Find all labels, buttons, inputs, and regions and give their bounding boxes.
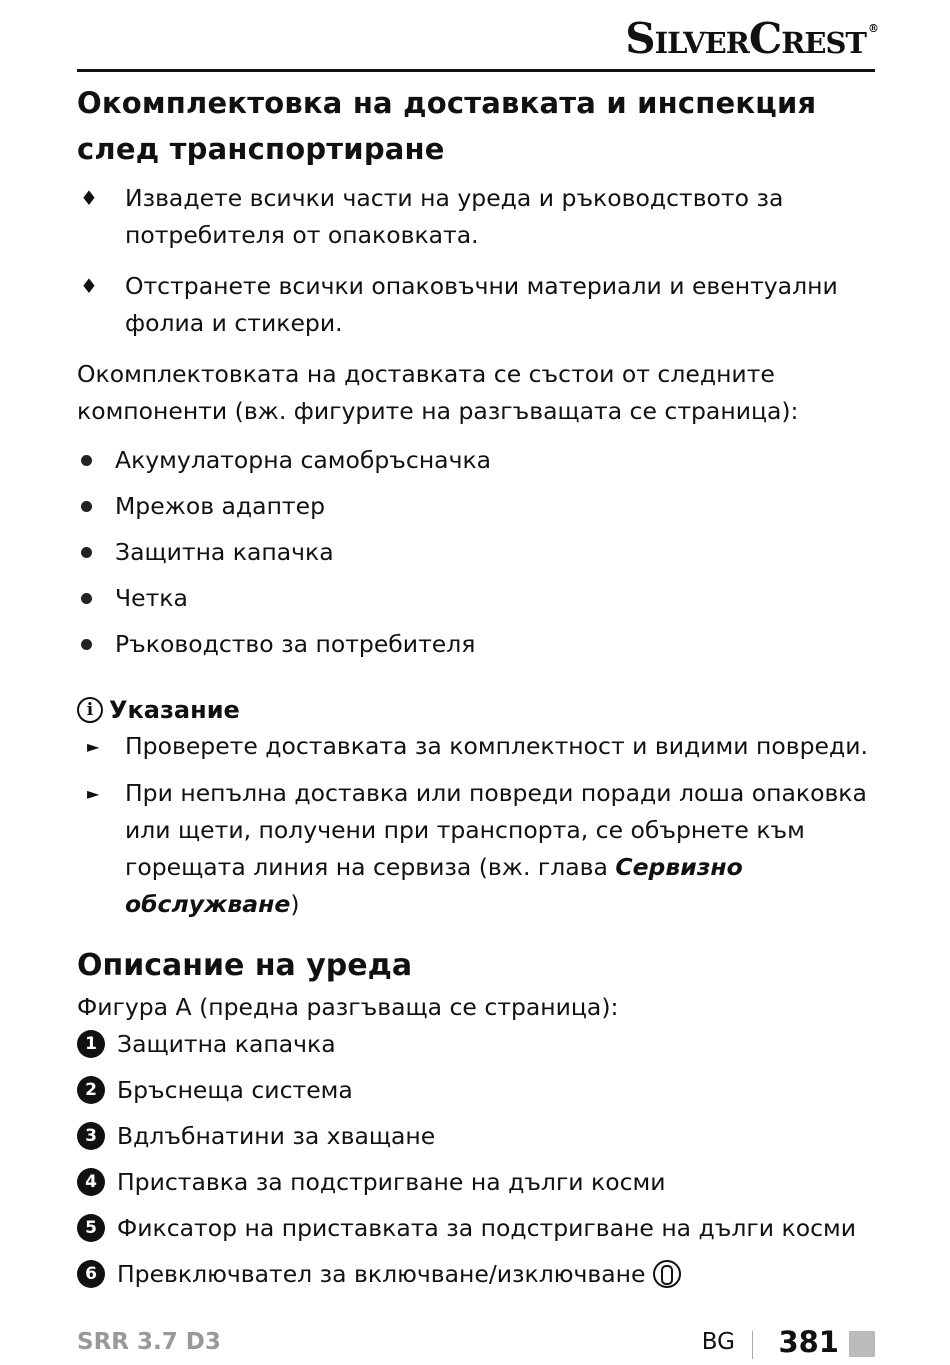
part-item: 6 Превключвател за включване/изключване	[77, 1256, 877, 1292]
number-badge: 1	[77, 1030, 105, 1058]
dot-bullet-icon	[81, 547, 92, 558]
figure-caption: Фигура А (предна разгъваща се страница):	[77, 993, 619, 1021]
delivery-item: Ръководство за потребителя	[77, 626, 877, 662]
info-icon: i	[77, 697, 103, 723]
registered-mark: ®	[868, 22, 878, 35]
delivery-items	[77, 442, 877, 662]
part-item: 4 Приставка за подстригване на дълги косми	[77, 1164, 877, 1200]
section-title-delivery: Окомплектовка на доставката и инспекция след транспортиране	[77, 86, 817, 166]
number-badge: 2	[77, 1076, 105, 1104]
page-number: 381	[778, 1325, 839, 1359]
page-content	[77, 80, 877, 1302]
header-rule	[77, 69, 875, 72]
number-badge: 3	[77, 1122, 105, 1150]
dot-bullet-icon	[81, 593, 92, 604]
arrow-bullet-icon: ►	[87, 737, 100, 756]
note-item: ► Проверете доставката за комплектност и видими повреди.	[77, 728, 877, 765]
dot-bullet-icon	[81, 501, 92, 512]
diamond-bullet-icon: ♦	[80, 274, 98, 298]
delivery-item: Акумулаторна самобръсначка	[77, 442, 877, 478]
page-marker-square	[849, 1331, 875, 1357]
number-badge: 4	[77, 1168, 105, 1196]
part-item: 3 Вдлъбнатини за хващане	[77, 1118, 877, 1154]
dot-bullet-icon	[81, 639, 92, 650]
diamond-bullet-icon: ♦	[80, 186, 98, 210]
section-title-description: Описание на уреда	[77, 948, 413, 983]
delivery-item: Мрежов адаптер	[77, 488, 877, 524]
service-chapter-ref: Сервизно обслужване	[125, 853, 743, 918]
arrow-bullet-icon: ►	[87, 784, 100, 803]
parts-list	[77, 1026, 877, 1292]
part-item: 2 Бръснеща система	[77, 1072, 877, 1108]
number-badge: 6	[77, 1260, 105, 1288]
page-footer	[77, 1325, 875, 1365]
step-item: ♦ Извадете всички части на уреда и ръководството за потребителя от опаковката.	[77, 180, 877, 254]
part-item: 1 Защитна капачка	[77, 1026, 877, 1062]
note-item: ► При непълна доставка или повреди поради лоша опаковка или щети, получени при транспорта, се обърнете към горещата линия на сервиза (вж. глава Сервизно обслужване)	[77, 775, 877, 923]
dot-bullet-icon	[81, 455, 92, 466]
delivery-intro: Окомплектовката на доставката се състои от следните компоненти (вж. фигурите на разгъващата се страница):	[77, 360, 799, 425]
part-item: 5 Фиксатор на приставката за подстригване на дълги косми	[77, 1210, 877, 1246]
note-heading: i Указание	[77, 692, 877, 728]
delivery-item: Четка	[77, 580, 877, 616]
note-items	[77, 728, 877, 923]
unpack-steps	[77, 180, 877, 342]
number-badge: 5	[77, 1214, 105, 1242]
language-code: BG	[701, 1329, 735, 1355]
model-number: SRR 3.7 D3	[77, 1329, 221, 1355]
brand-logo: SilverCrest ®	[625, 14, 878, 63]
delivery-item: Защитна капачка	[77, 534, 877, 570]
power-switch-icon	[653, 1260, 681, 1288]
footer-divider	[752, 1331, 753, 1359]
step-item: ♦ Отстранете всички опаковъчни материали и евентуални фолиа и стикери.	[77, 268, 877, 342]
